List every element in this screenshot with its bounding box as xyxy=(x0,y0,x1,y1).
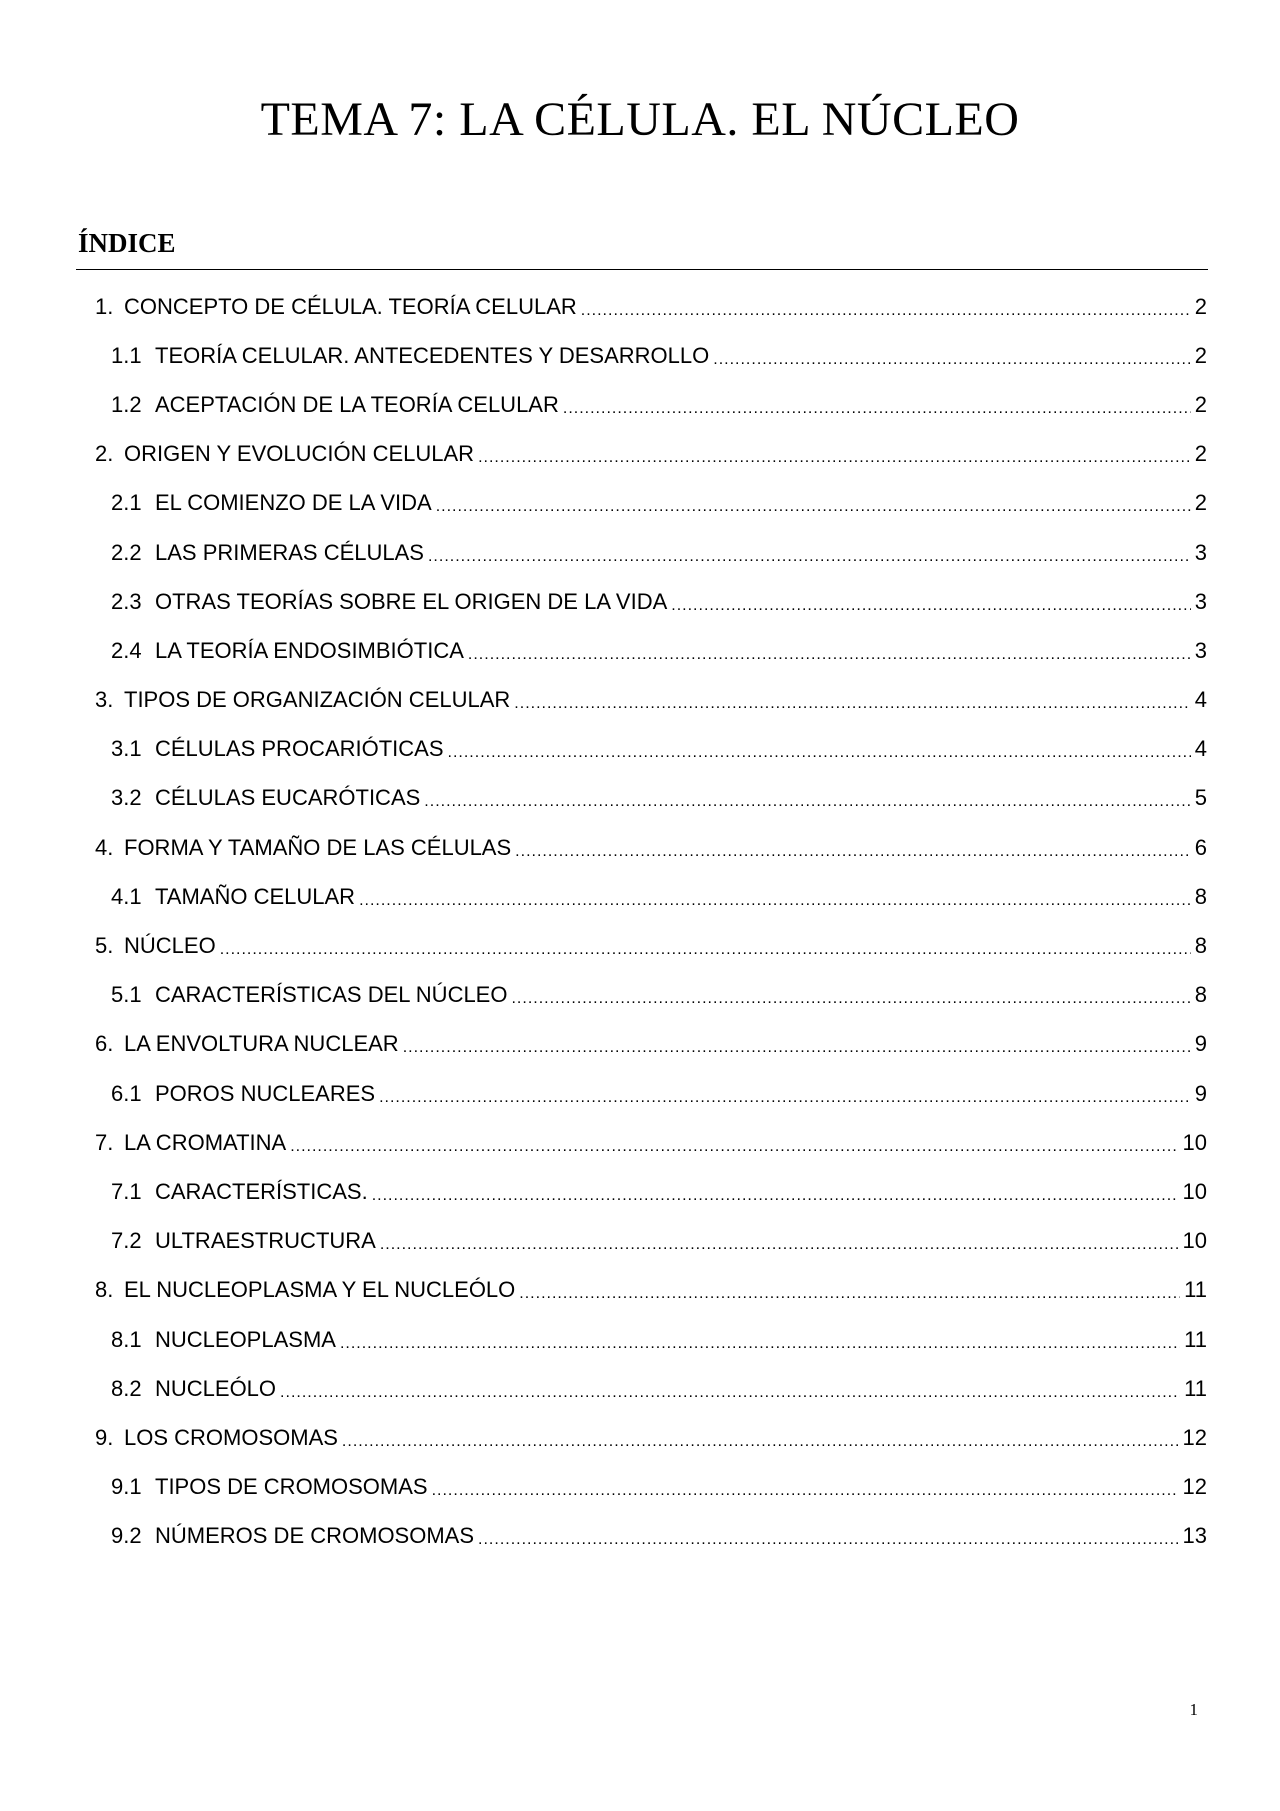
toc-entry-page: 8 xyxy=(1194,883,1207,909)
toc-entry-label: CARACTERÍSTICAS. xyxy=(155,1178,368,1204)
toc-entry-page: 9 xyxy=(1194,1031,1207,1057)
toc-entry-label: NUCLEÓLO xyxy=(155,1375,277,1401)
toc-entry-number: 5. xyxy=(95,933,114,959)
toc-entry-number: 1.1 xyxy=(111,342,142,368)
toc-entry-page: 8 xyxy=(1194,933,1207,959)
toc-entry[interactable] xyxy=(95,1118,1207,1167)
toc-dot-leader xyxy=(448,735,1191,763)
toc-entry-number: 7.1 xyxy=(111,1178,142,1204)
toc-entry-page: 10 xyxy=(1182,1129,1207,1155)
toc-entry-number: 6. xyxy=(95,1031,114,1057)
toc-entry[interactable] xyxy=(95,282,1207,331)
toc-dot-leader xyxy=(424,784,1190,812)
toc-entry-label: OTRAS TEORÍAS SOBRE EL ORIGEN DE LA VIDA xyxy=(155,588,668,614)
toc-entry-label: TIPOS DE CROMOSOMAS xyxy=(155,1474,428,1500)
toc-entry-number: 3.1 xyxy=(111,736,142,762)
toc-entry-number: 2. xyxy=(95,441,114,467)
toc-entry-label: LA CROMATINA xyxy=(124,1129,287,1155)
index-heading: ÍNDICE xyxy=(78,228,176,258)
toc-entry-page: 12 xyxy=(1182,1424,1207,1450)
toc-entry-number: 8.2 xyxy=(111,1375,142,1401)
toc-entry-label: CARACTERÍSTICAS DEL NÚCLEO xyxy=(155,982,508,1008)
toc-entry-number: 7. xyxy=(95,1129,114,1155)
toc-entry-label: CÉLULAS PROCARIÓTICAS xyxy=(155,736,444,762)
toc-entry-number: 9.2 xyxy=(111,1523,142,1549)
toc-dot-leader xyxy=(511,981,1190,1009)
toc-entry-page: 11 xyxy=(1184,1375,1207,1401)
toc-entry-label: ACEPTACIÓN DE LA TEORÍA CELULAR xyxy=(155,391,559,417)
toc-entry-number: 8. xyxy=(95,1277,114,1303)
toc-subentry[interactable] xyxy=(95,577,1207,626)
toc-entry[interactable] xyxy=(95,676,1207,725)
toc-dot-leader xyxy=(671,588,1190,616)
toc-subentry[interactable] xyxy=(95,626,1207,675)
toc-subentry[interactable] xyxy=(95,971,1207,1020)
toc-dot-leader xyxy=(581,293,1191,321)
toc-entry-label: TAMAÑO CELULAR xyxy=(155,883,356,909)
toc-dot-leader xyxy=(340,1326,1180,1354)
toc-entry[interactable] xyxy=(95,1413,1207,1462)
toc-entry-number: 2.2 xyxy=(111,539,142,565)
toc-dot-leader xyxy=(428,539,1191,567)
toc-entry-label: LA TEORÍA ENDOSIMBIÓTICA xyxy=(155,637,464,663)
toc-entry-number: 9. xyxy=(95,1424,114,1450)
toc-entry-label: FORMA Y TAMAÑO DE LAS CÉLULAS xyxy=(124,834,512,860)
toc-entry-number: 3. xyxy=(95,687,114,713)
toc-subentry[interactable] xyxy=(95,380,1207,429)
toc-dot-leader xyxy=(380,1227,1179,1255)
toc-entry-number: 1. xyxy=(95,293,114,319)
toc-entry-number: 4. xyxy=(95,834,114,860)
toc-entry-page: 11 xyxy=(1184,1326,1207,1352)
toc-entry[interactable] xyxy=(95,1020,1207,1069)
toc-dot-leader xyxy=(436,489,1191,517)
toc-dot-leader xyxy=(432,1473,1179,1501)
toc-entry-label: LOS CROMOSOMAS xyxy=(124,1424,338,1450)
toc-entry-page: 3 xyxy=(1194,539,1207,565)
toc-dot-leader xyxy=(519,1276,1180,1304)
toc-dot-leader xyxy=(342,1424,1179,1452)
toc-entry-label: CÉLULAS EUCARÓTICAS xyxy=(155,785,421,811)
toc-entry-page: 2 xyxy=(1194,441,1207,467)
toc-entry[interactable] xyxy=(95,1266,1207,1315)
toc-dot-leader xyxy=(290,1129,1178,1157)
toc-entry-page: 10 xyxy=(1182,1178,1207,1204)
toc-entry-label: NÚMEROS DE CROMOSOMAS xyxy=(155,1523,475,1549)
toc-entry-number: 2.3 xyxy=(111,588,142,614)
toc-entry[interactable] xyxy=(95,921,1207,970)
toc-subentry[interactable] xyxy=(95,725,1207,774)
heading-divider xyxy=(76,269,1208,270)
toc-entry-page: 2 xyxy=(1194,391,1207,417)
toc-dot-leader xyxy=(359,883,1191,911)
toc-dot-leader xyxy=(713,342,1191,370)
toc-entry-page: 10 xyxy=(1182,1228,1207,1254)
document-title: TEMA 7: LA CÉLULA. EL NÚCLEO xyxy=(260,93,1020,146)
toc-subentry[interactable] xyxy=(95,1463,1207,1512)
toc-entry-page: 9 xyxy=(1194,1080,1207,1106)
toc-entry-page: 4 xyxy=(1194,736,1207,762)
toc-subentry[interactable] xyxy=(95,1315,1207,1364)
toc-entry-label: EL NUCLEOPLASMA Y EL NUCLEÓLO xyxy=(124,1277,516,1303)
toc-dot-leader xyxy=(403,1030,1191,1058)
toc-entry-number: 7.2 xyxy=(111,1228,142,1254)
toc-subentry[interactable] xyxy=(95,1167,1207,1216)
toc-entry-number: 6.1 xyxy=(111,1080,142,1106)
toc-dot-leader xyxy=(379,1080,1191,1108)
toc-entry-number: 1.2 xyxy=(111,391,142,417)
toc-entry-label: POROS NUCLEARES xyxy=(155,1080,376,1106)
toc-entry-label: NUCLEOPLASMA xyxy=(155,1326,336,1352)
toc-entry-number: 8.1 xyxy=(111,1326,142,1352)
toc-dot-leader xyxy=(478,1522,1178,1550)
toc-subentry[interactable] xyxy=(95,528,1207,577)
toc-dot-leader xyxy=(372,1178,1179,1206)
toc-dot-leader xyxy=(478,440,1191,468)
toc-entry-page: 3 xyxy=(1194,637,1207,663)
toc-entry-page: 2 xyxy=(1194,342,1207,368)
toc-entry-number: 2.1 xyxy=(111,490,142,516)
toc-entry-number: 2.4 xyxy=(111,637,142,663)
toc-entry[interactable] xyxy=(95,823,1207,872)
toc-subentry[interactable] xyxy=(95,1069,1207,1118)
toc-entry-page: 3 xyxy=(1194,588,1207,614)
toc-entry-label: TEORÍA CELULAR. ANTECEDENTES Y DESARROLLO xyxy=(155,342,710,368)
toc-subentry[interactable] xyxy=(95,1512,1207,1561)
toc-dot-leader xyxy=(220,932,1191,960)
toc-entry-label: ORIGEN Y EVOLUCIÓN CELULAR xyxy=(124,441,475,467)
toc-entry-number: 4.1 xyxy=(111,883,142,909)
toc-subentry[interactable] xyxy=(95,479,1207,528)
toc-subentry[interactable] xyxy=(95,872,1207,921)
toc-entry-label: EL COMIENZO DE LA VIDA xyxy=(155,490,432,516)
toc-subentry[interactable] xyxy=(95,1217,1207,1266)
toc-entry-page: 6 xyxy=(1194,834,1207,860)
toc-entry-page: 11 xyxy=(1184,1277,1207,1303)
toc-subentry[interactable] xyxy=(95,331,1207,380)
toc-entry-label: LA ENVOLTURA NUCLEAR xyxy=(124,1031,399,1057)
toc-entry[interactable] xyxy=(95,430,1207,479)
toc-dot-leader xyxy=(280,1375,1180,1403)
toc-entry-page: 5 xyxy=(1194,785,1207,811)
toc-entry-page: 13 xyxy=(1182,1523,1207,1549)
toc-subentry[interactable] xyxy=(95,774,1207,823)
toc-entry-label: ULTRAESTRUCTURA xyxy=(155,1228,376,1254)
page-number: 1 xyxy=(1189,1700,1198,1719)
toc-entry-number: 3.2 xyxy=(111,785,142,811)
toc-entry-page: 2 xyxy=(1194,293,1207,319)
toc-entry-page: 8 xyxy=(1194,982,1207,1008)
toc-entry-label: TIPOS DE ORGANIZACIÓN CELULAR xyxy=(124,687,511,713)
table-of-contents xyxy=(95,282,1207,1561)
toc-dot-leader xyxy=(514,686,1190,714)
toc-entry-page: 4 xyxy=(1194,687,1207,713)
toc-subentry[interactable] xyxy=(95,1364,1207,1413)
toc-entry-number: 5.1 xyxy=(111,982,142,1008)
toc-entry-label: LAS PRIMERAS CÉLULAS xyxy=(155,539,424,565)
toc-dot-leader xyxy=(563,391,1191,419)
toc-dot-leader xyxy=(515,834,1191,862)
toc-entry-page: 12 xyxy=(1182,1474,1207,1500)
toc-dot-leader xyxy=(468,637,1191,665)
toc-entry-page: 2 xyxy=(1194,490,1207,516)
toc-entry-number: 9.1 xyxy=(111,1474,142,1500)
toc-entry-label: NÚCLEO xyxy=(124,933,216,959)
toc-entry-label: CONCEPTO DE CÉLULA. TEORÍA CELULAR xyxy=(124,293,577,319)
